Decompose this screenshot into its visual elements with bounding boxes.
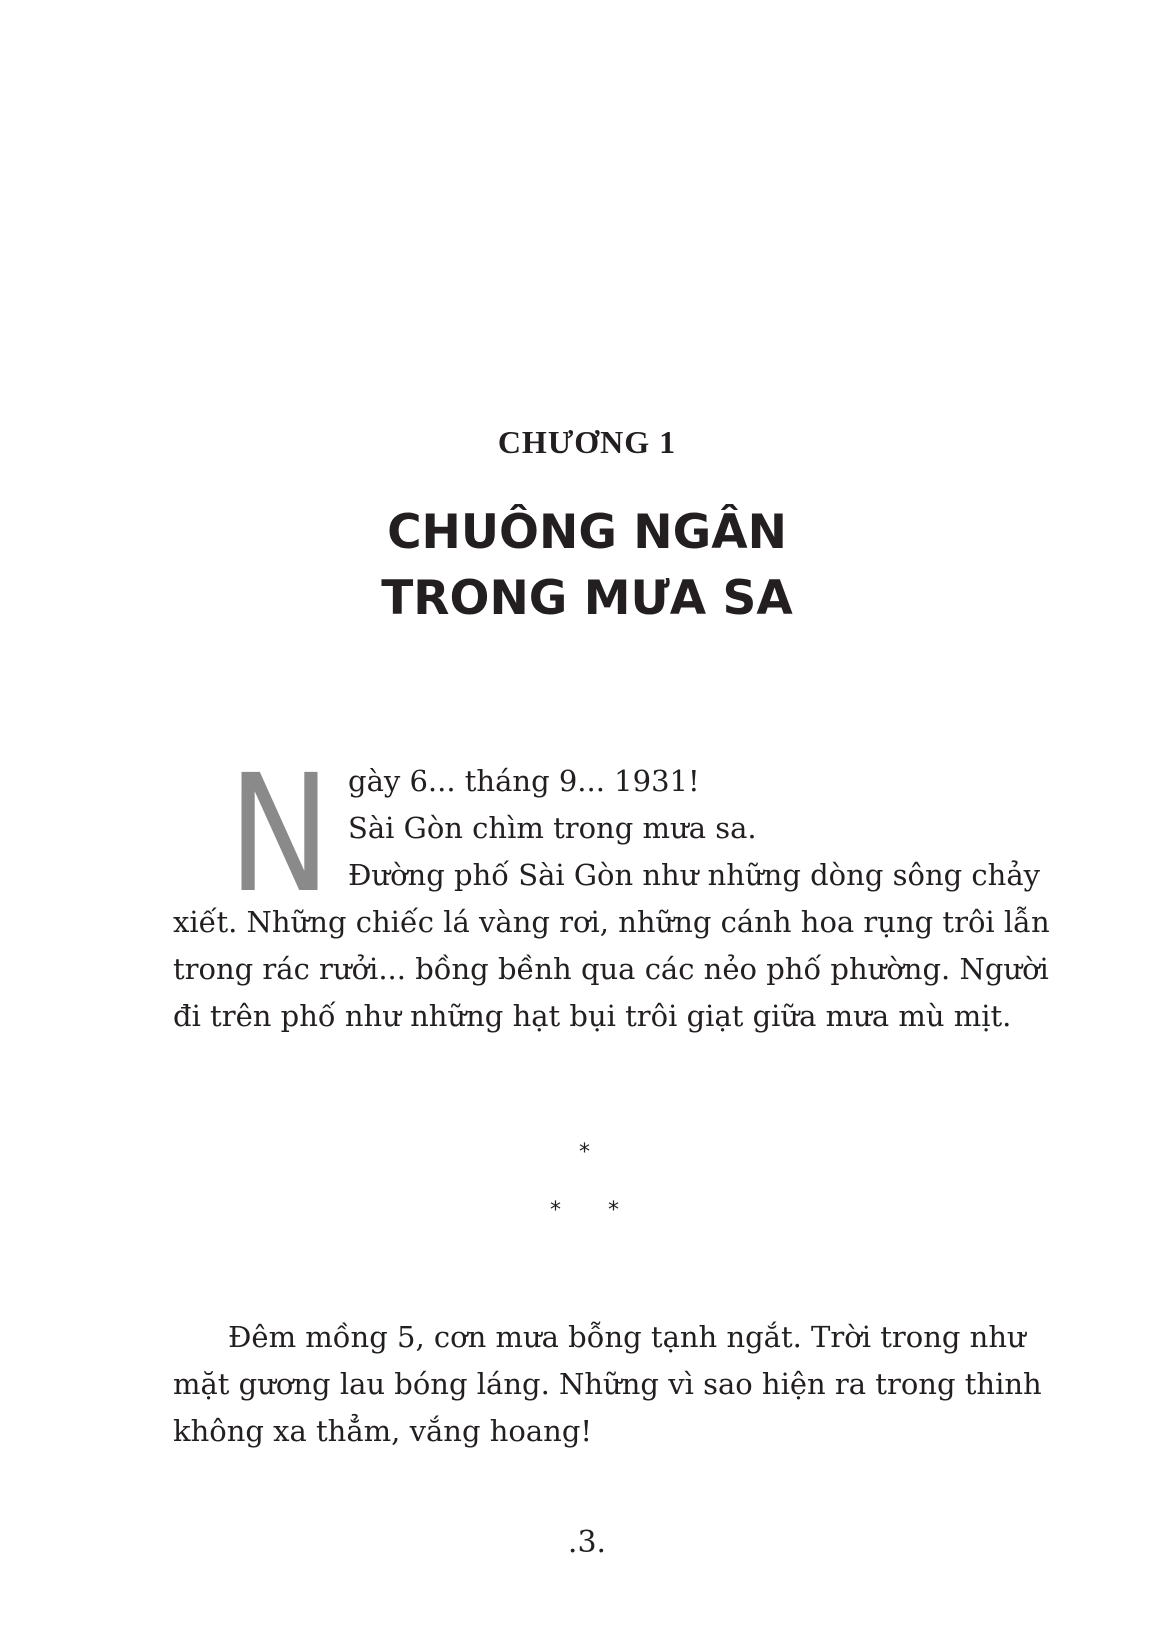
chapter-title-line-1: CHUÔNG NGÂN xyxy=(387,505,787,560)
paragraph-line: xiết. Những chiếc lá vàng rơi, những cánh hoa rụng trôi lẫn xyxy=(173,905,1050,939)
paragraph-line: trong rác rưởi... bồng bềnh qua các nẻo phố phường. Người xyxy=(173,952,1049,986)
paragraph-line: đi trên phố như những hạt bụi trôi giạt giữa mưa mù mịt. xyxy=(173,999,1012,1033)
page-number: .3. xyxy=(567,1525,607,1560)
paragraph-line: mặt gương lau bóng láng. Những vì sao hiện ra trong thinh xyxy=(173,1367,1042,1401)
dinkus-star-right: * xyxy=(608,1198,619,1223)
paragraph-line: Đêm mồng 5, cơn mưa bỗng tạnh ngắt. Trời trong như xyxy=(228,1320,1026,1354)
dinkus-star-left: * xyxy=(550,1198,561,1223)
paragraph-line: gày 6... tháng 9... 1931! xyxy=(348,764,700,798)
chapter-label: CHƯƠNG 1 xyxy=(497,424,677,460)
chapter-title-line-2: TRONG MƯA SA xyxy=(381,571,793,626)
paragraph-line: không xa thẳm, vắng hoang! xyxy=(173,1414,593,1448)
paragraph-line: Sài Gòn chìm trong mưa sa. xyxy=(348,811,757,845)
paragraph-line: Đường phố Sài Gòn như những dòng sông chảy xyxy=(348,858,1040,892)
chapter-title xyxy=(0,500,1174,632)
dinkus-star-top: * xyxy=(579,1140,590,1165)
drop-cap: N xyxy=(228,741,332,929)
